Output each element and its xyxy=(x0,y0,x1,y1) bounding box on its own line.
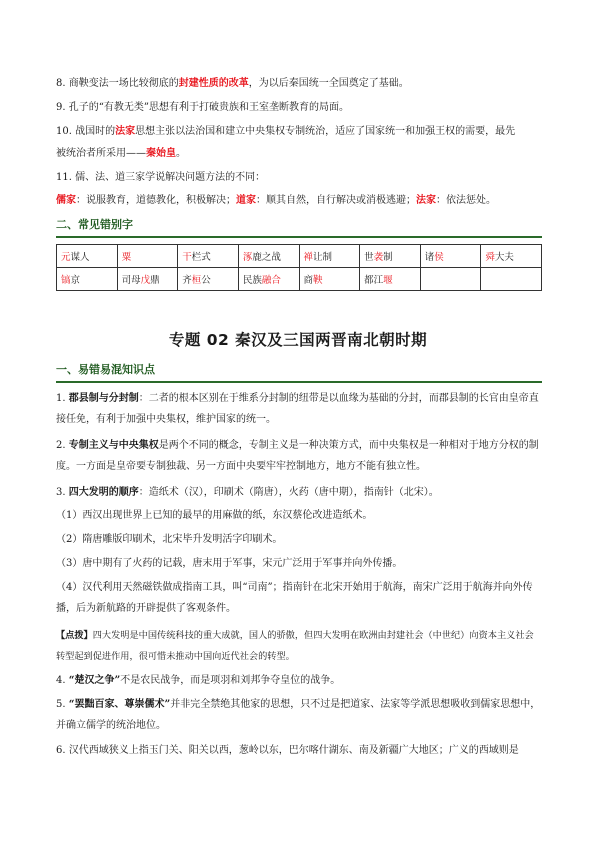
table-cell: 干栏式 xyxy=(178,245,239,268)
point-text: 并非完全禁绝其他家的思想，只不过是把道家、法家等学派思想吸收到儒家思想中，并确立儒学的统治地位。 xyxy=(56,699,541,731)
table-cell: 世袭制 xyxy=(360,245,421,268)
tip-note xyxy=(56,625,542,667)
point-label: 四大发明的顺序 xyxy=(68,487,139,498)
table-cell: 禅让制 xyxy=(299,245,360,268)
item-text: 。 xyxy=(176,148,186,159)
point-text: 不是农民战争，而是项羽和刘邦争夺皇位的战争。 xyxy=(120,675,341,686)
item-text: 思想主张以法治国和建立中央集权专制统治，适应了国家统一和加强王权的需要，最先 xyxy=(135,126,516,137)
point-text: 是两个不同的概念，专制主义是一种决策方式，而中央集权是一种相对于地方分权的制度。一方面是皇帝要专制独裁、另一方面中央要牢牢控制地方，地方不能有独立性。 xyxy=(56,440,539,472)
item-text: 被统治者所采用—— xyxy=(56,148,146,159)
item-number: 11. xyxy=(56,172,72,183)
point-label: 郡县制与分封制 xyxy=(68,393,139,404)
table-row xyxy=(57,245,542,268)
point-text: 汉代西域狭义上指玉门关、阳关以西，葱岭以东，巴尔喀什湖东、南及新疆广大地区；广义的西域则是 xyxy=(68,745,519,756)
item-8 xyxy=(56,76,542,92)
tip-text: 四大发明是中国传统科技的重大成就，国人的骄傲，但四大发明在欧洲由封建社会（中世纪）向资本主义社会转型起到促进作用，很可惜未推动中国向近代社会的转型。 xyxy=(56,630,534,662)
table-cell: 都江堰 xyxy=(360,268,421,291)
typo-terms-table xyxy=(56,244,542,291)
highlight-term: 封建性质的改革 xyxy=(178,78,249,89)
section-heading-confusing-points: 一、易错易混知识点 xyxy=(56,361,542,383)
item-text: 孔子的“有教无类”思想有利于打破贵族和王室垄断教育的局面。 xyxy=(68,102,349,113)
item-number: 9. xyxy=(56,102,66,113)
item-text: 战国时的 xyxy=(75,126,116,137)
school-name: 儒家 xyxy=(56,195,76,206)
school-desc: ：顺其自然，自行解决或消极逃避； xyxy=(256,195,416,206)
point-label: 专制主义与中央集权 xyxy=(68,440,159,451)
item-text: 商鞅变法一场比较彻底的 xyxy=(68,78,179,89)
point-6: 6. 汉代西域狭义上指玉门关、阳关以西，葱岭以东，巴尔喀什湖东、南及新疆广大地区；广义的西域则是 xyxy=(56,745,519,756)
table-cell: 商鞅 xyxy=(299,268,360,291)
table-cell: 司母戊鼎 xyxy=(117,268,178,291)
table-cell: 齐桓公 xyxy=(178,268,239,291)
school-name: 法家 xyxy=(416,195,436,206)
point-3-sub-1: （1）西汉出现世界上已知的最早的用麻做的纸，东汉蔡伦改进造纸术。 xyxy=(56,510,373,521)
item-text: ，为以后秦国统一全国奠定了基础。 xyxy=(248,78,409,89)
item-11 xyxy=(56,170,542,186)
point-3: 3. 四大发明的顺序：造纸术（汉），印刷术（隋唐），火药（唐中期），指南针（北宋）。 xyxy=(56,487,439,498)
point-2: 2. 专制主义与中央集权是两个不同的概念，专制主义是一种决策方式，而中央集权是一种相对于地方分权的制度。一方面是皇帝要专制独裁、另一方面中央要牢牢控制地方，地方不能有独立性。 xyxy=(56,440,539,472)
item-text: 儒、法、道三家学说解决问题方法的不同： xyxy=(75,172,266,183)
point-3-sub-3: （3）唐中期有了火药的记载，唐末用于军事，宋元广泛用于军事并向外传播。 xyxy=(56,558,403,569)
item-9 xyxy=(56,100,542,116)
table-row xyxy=(57,268,542,291)
item-10-line2 xyxy=(56,146,542,162)
item-10 xyxy=(56,124,542,140)
point-1: 1. 郡县制与分封制：二者的根本区别在于维系分封制的纽带是以血缘为基础的分封，而郡县制的长官由皇帝直接任免，有利于加强中央集权，维护国家的统一。 xyxy=(56,393,539,425)
tip-label: 【点拨】 xyxy=(56,630,93,641)
point-text: ：二者的根本区别在于维系分封制的纽带是以血缘为基础的分封，而郡县制的长官由皇帝直接任免，有利于加强中央集权，维护国家的统一。 xyxy=(56,393,539,425)
item-number: 8. xyxy=(56,78,66,89)
point-5: 5. “罢黜百家、尊崇儒术”并非完全禁绝其他家的思想，只不过是把道家、法家等学派思想吸收到儒家思想中，并确立儒学的统治地位。 xyxy=(56,699,541,731)
highlight-term: 秦始皇 xyxy=(146,148,176,159)
point-3-sub-2: （2）隋唐雕版印刷术，北宋毕升发明活字印刷术。 xyxy=(56,534,283,545)
section-heading-common-typos: 二、常见错别字 xyxy=(56,216,542,238)
table-cell: 元谋人 xyxy=(57,245,118,268)
table-cell: 民族融合 xyxy=(238,268,299,291)
table-cell: 涿鹿之战 xyxy=(238,245,299,268)
table-cell xyxy=(420,268,481,291)
school-desc: ：说服教育，道德教化，积极解决； xyxy=(76,195,236,206)
point-label: “楚汉之争” xyxy=(68,675,121,686)
topic-title: 专题 02 秦汉及三国两晋南北朝时期 xyxy=(168,331,428,349)
table-cell: 镐京 xyxy=(57,268,118,291)
point-label: “罢黜百家、尊崇儒术” xyxy=(68,699,171,710)
table-cell: 诸侯 xyxy=(420,245,481,268)
point-4: 4. “楚汉之争”不是农民战争，而是项羽和刘邦争夺皇位的战争。 xyxy=(56,675,341,686)
item-number: 10. xyxy=(56,126,72,137)
table-cell: 舜大夫 xyxy=(481,245,542,268)
point-text: ：造纸术（汉），印刷术（隋唐），火药（唐中期），指南针（北宋）。 xyxy=(138,487,439,498)
point-3-sub-4: （4）汉代利用天然磁铁做成指南工具，叫“司南”；指南针在北宋开始用于航海，南宋广泛用于航海并向外传播，后为新航路的开辟提供了客观条件。 xyxy=(56,582,533,614)
table-cell xyxy=(481,268,542,291)
school-desc: ：依法惩处。 xyxy=(436,195,496,206)
table-cell: 粟 xyxy=(117,245,178,268)
highlight-term: 法家 xyxy=(115,126,136,137)
school-name: 道家 xyxy=(236,195,256,206)
schools-comparison xyxy=(56,193,542,209)
